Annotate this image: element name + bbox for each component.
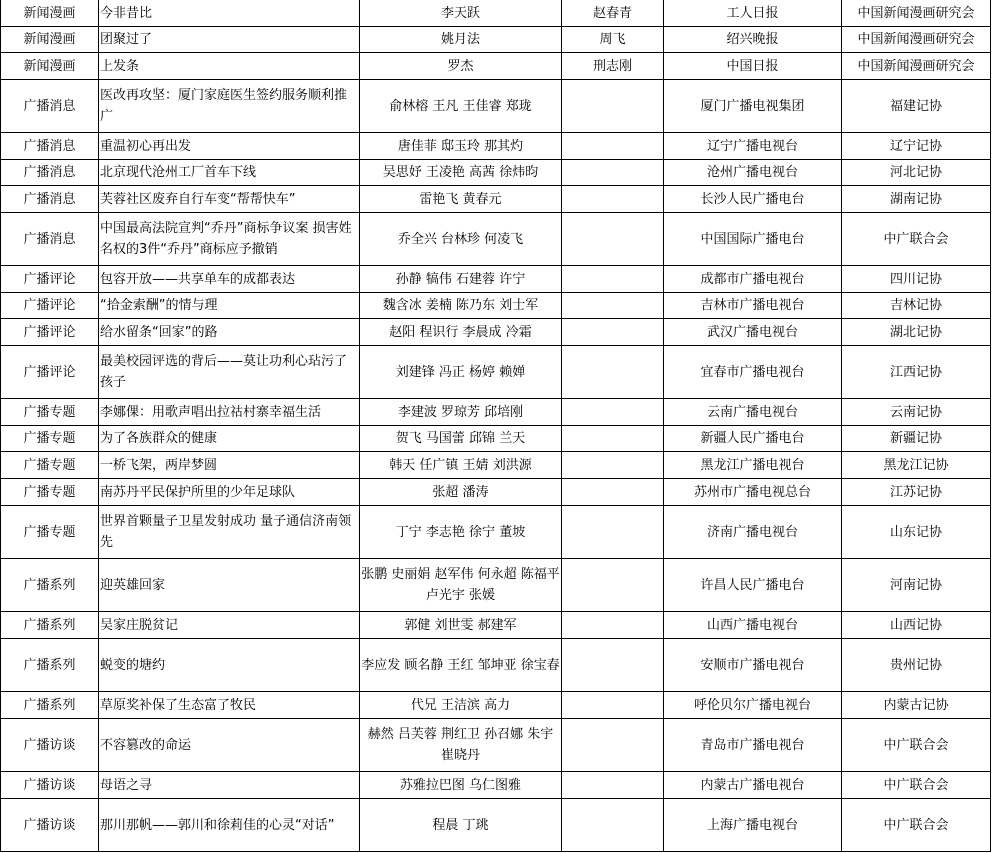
title-cell: 那川那帆——郭川和徐莉佳的心灵“对话” (99, 799, 360, 852)
editor-cell (562, 346, 664, 399)
table-row (1, 293, 991, 319)
publisher-cell: 济南广播电视台 (664, 506, 842, 559)
category-cell: 新闻漫画 (1, 27, 99, 53)
category-cell: 广播系列 (1, 559, 99, 612)
recommender-cell: 河南记协 (842, 559, 991, 612)
table-row (1, 559, 991, 612)
title-cell: 母语之寻 (99, 772, 360, 799)
title-cell: 迎英雄回家 (99, 559, 360, 612)
category-cell: 新闻漫画 (1, 0, 99, 27)
recommender-cell: 山西记协 (842, 612, 991, 639)
table-row (1, 799, 991, 852)
editor-cell (562, 266, 664, 293)
authors-cell: 丁宁 李志艳 徐宁 董坡 (360, 506, 562, 559)
publisher-cell: 长沙人民广播电台 (664, 186, 842, 213)
recommender-cell: 中广联合会 (842, 772, 991, 799)
authors-cell: 李应发 顾名静 王红 邹坤亚 徐宝春 (360, 639, 562, 692)
table-row (1, 266, 991, 293)
editor-cell: 刑志刚 (562, 53, 664, 80)
authors-cell: 罗杰 (360, 53, 562, 80)
category-cell: 广播评论 (1, 319, 99, 346)
title-cell: 为了各族群众的健康 (99, 426, 360, 452)
authors-cell: 张超 潘涛 (360, 479, 562, 506)
category-cell: 广播系列 (1, 639, 99, 692)
editor-cell (562, 772, 664, 799)
editor-cell (562, 719, 664, 772)
recommender-cell: 中国新闻漫画研究会 (842, 27, 991, 53)
authors-cell: 吴思妤 王凌艳 高茜 徐炜昀 (360, 160, 562, 186)
category-cell: 新闻漫画 (1, 53, 99, 80)
table-row (1, 319, 991, 346)
title-cell: 草原奖补保了生态富了牧民 (99, 692, 360, 719)
publisher-cell: 武汉广播电视台 (664, 319, 842, 346)
editor-cell (562, 559, 664, 612)
title-cell: 团聚过了 (99, 27, 360, 53)
recommender-cell: 辽宁记协 (842, 133, 991, 160)
category-cell: 广播系列 (1, 612, 99, 639)
publisher-cell: 厦门广播电视集团 (664, 80, 842, 133)
table-row (1, 772, 991, 799)
publisher-cell: 辽宁广播电视台 (664, 133, 842, 160)
editor-cell (562, 799, 664, 852)
authors-cell: 郭健 刘世雯 郝建军 (360, 612, 562, 639)
table-row (1, 27, 991, 53)
authors-cell: 乔全兴 台林珍 何凌飞 (360, 213, 562, 266)
editor-cell (562, 213, 664, 266)
publisher-cell: 黑龙江广播电视台 (664, 452, 842, 479)
table-row (1, 186, 991, 213)
editor-cell (562, 506, 664, 559)
title-cell: 世界首颗量子卫星发射成功 量子通信济南领先 (99, 506, 360, 559)
authors-cell: 孙静 犒伟 石建蓉 许宁 (360, 266, 562, 293)
category-cell: 广播访谈 (1, 719, 99, 772)
publisher-cell: 宜春市广播电视台 (664, 346, 842, 399)
publisher-cell: 安顺市广播电视台 (664, 639, 842, 692)
title-cell: 给水留条“回家”的路 (99, 319, 360, 346)
title-cell: “拾金索酬”的情与理 (99, 293, 360, 319)
title-cell: 重温初心再出发 (99, 133, 360, 160)
title-cell: 芙蓉社区废弃自行车变“帮帮快车” (99, 186, 360, 213)
publisher-cell: 成都市广播电视台 (664, 266, 842, 293)
title-cell: 北京现代沧州工厂首车下线 (99, 160, 360, 186)
publisher-cell: 新疆人民广播电台 (664, 426, 842, 452)
table-row (1, 213, 991, 266)
recommender-cell: 中国新闻漫画研究会 (842, 0, 991, 27)
authors-cell: 雷艳飞 黄春元 (360, 186, 562, 213)
authors-cell: 李天跃 (360, 0, 562, 27)
table-row (1, 346, 991, 399)
publisher-cell: 吉林市广播电视台 (664, 293, 842, 319)
table-row (1, 80, 991, 133)
editor-cell (562, 639, 664, 692)
recommender-cell: 中广联合会 (842, 213, 991, 266)
recommender-cell: 中广联合会 (842, 719, 991, 772)
category-cell: 广播专题 (1, 479, 99, 506)
table-row (1, 160, 991, 186)
authors-cell: 代兄 王洁滨 高力 (360, 692, 562, 719)
table-row (1, 612, 991, 639)
publisher-cell: 苏州市广播电视总台 (664, 479, 842, 506)
category-cell: 广播评论 (1, 346, 99, 399)
editor-cell (562, 479, 664, 506)
category-cell: 广播专题 (1, 506, 99, 559)
table-row (1, 0, 991, 27)
editor-cell (562, 160, 664, 186)
recommender-cell: 湖南记协 (842, 186, 991, 213)
recommender-cell: 福建记协 (842, 80, 991, 133)
recommender-cell: 云南记协 (842, 399, 991, 426)
recommender-cell: 中广联合会 (842, 799, 991, 852)
table-row (1, 452, 991, 479)
editor-cell (562, 133, 664, 160)
title-cell: 李娜倮：用歌声唱出拉祜村寨幸福生活 (99, 399, 360, 426)
publisher-cell: 工人日报 (664, 0, 842, 27)
authors-cell: 韩天 任广镇 王婧 刘洪源 (360, 452, 562, 479)
category-cell: 广播消息 (1, 133, 99, 160)
recommender-cell: 贵州记协 (842, 639, 991, 692)
recommender-cell: 中国新闻漫画研究会 (842, 53, 991, 80)
table-row (1, 133, 991, 160)
title-cell: 今非昔比 (99, 0, 360, 27)
category-cell: 广播消息 (1, 213, 99, 266)
authors-cell: 魏含冰 姜楠 陈乃东 刘士军 (360, 293, 562, 319)
title-cell: 不容篡改的命运 (99, 719, 360, 772)
publisher-cell: 许昌人民广播电台 (664, 559, 842, 612)
authors-cell: 苏雅拉巴图 乌仁图雅 (360, 772, 562, 799)
category-cell: 广播评论 (1, 293, 99, 319)
category-cell: 广播专题 (1, 452, 99, 479)
publisher-cell: 山西广播电视台 (664, 612, 842, 639)
table-row (1, 53, 991, 80)
editor-cell (562, 452, 664, 479)
authors-cell: 张鹏 史丽娟 赵军伟 何永超 陈福平 卢光宇 张媛 (360, 559, 562, 612)
table-row (1, 639, 991, 692)
authors-cell: 赫然 吕芙蓉 荆红卫 孙召娜 朱宇 崔晓丹 (360, 719, 562, 772)
title-cell: 医改再攻坚：厦门家庭医生签约服务顺利推广 (99, 80, 360, 133)
publisher-cell: 沧州广播电视台 (664, 160, 842, 186)
recommender-cell: 湖北记协 (842, 319, 991, 346)
recommender-cell: 河北记协 (842, 160, 991, 186)
table-row (1, 399, 991, 426)
table-row (1, 719, 991, 772)
editor-cell (562, 293, 664, 319)
editor-cell (562, 692, 664, 719)
title-cell: 吴家庄脱贫记 (99, 612, 360, 639)
table-row (1, 692, 991, 719)
recommender-cell: 山东记协 (842, 506, 991, 559)
category-cell: 广播访谈 (1, 772, 99, 799)
category-cell: 广播消息 (1, 160, 99, 186)
editor-cell: 周飞 (562, 27, 664, 53)
recommender-cell: 江苏记协 (842, 479, 991, 506)
title-cell: 一桥飞架，两岸梦圆 (99, 452, 360, 479)
publisher-cell: 中国国际广播电台 (664, 213, 842, 266)
title-cell: 上发条 (99, 53, 360, 80)
publisher-cell: 内蒙古广播电视台 (664, 772, 842, 799)
recommender-cell: 四川记协 (842, 266, 991, 293)
table-row (1, 426, 991, 452)
editor-cell (562, 426, 664, 452)
recommender-cell: 吉林记协 (842, 293, 991, 319)
publisher-cell: 上海广播电视台 (664, 799, 842, 852)
title-cell: 南苏丹平民保护所里的少年足球队 (99, 479, 360, 506)
recommender-cell: 新疆记协 (842, 426, 991, 452)
publisher-cell: 云南广播电视台 (664, 399, 842, 426)
authors-cell: 赵阳 程识行 李晨成 冷霜 (360, 319, 562, 346)
title-cell: 包容开放——共享单车的成都表达 (99, 266, 360, 293)
title-cell: 中国最高法院宣判“乔丹”商标争议案 损害姓名权的3件“乔丹”商标应予撤销 (99, 213, 360, 266)
category-cell: 广播评论 (1, 266, 99, 293)
editor-cell (562, 399, 664, 426)
recommender-cell: 内蒙古记协 (842, 692, 991, 719)
category-cell: 广播消息 (1, 80, 99, 133)
editor-cell (562, 319, 664, 346)
title-cell: 蜕变的塘约 (99, 639, 360, 692)
editor-cell (562, 80, 664, 133)
editor-cell: 赵春青 (562, 0, 664, 27)
category-cell: 广播系列 (1, 692, 99, 719)
title-cell: 最美校园评选的背后——莫让功利心玷污了孩子 (99, 346, 360, 399)
category-cell: 广播专题 (1, 399, 99, 426)
publisher-cell: 中国日报 (664, 53, 842, 80)
authors-cell: 姚月法 (360, 27, 562, 53)
authors-cell: 李建波 罗琼芳 邱培刚 (360, 399, 562, 426)
publisher-cell: 绍兴晚报 (664, 27, 842, 53)
authors-cell: 俞林榕 王凡 王佳睿 郑珑 (360, 80, 562, 133)
authors-cell: 程晨 丁珧 (360, 799, 562, 852)
publisher-cell: 青岛市广播电视台 (664, 719, 842, 772)
authors-cell: 贺飞 马国蕾 邱锦 兰天 (360, 426, 562, 452)
authors-cell: 唐佳菲 邸玉玲 那其灼 (360, 133, 562, 160)
authors-cell: 刘建锋 冯正 杨婷 赖婵 (360, 346, 562, 399)
category-cell: 广播消息 (1, 186, 99, 213)
recommender-cell: 黑龙江记协 (842, 452, 991, 479)
editor-cell (562, 186, 664, 213)
editor-cell (562, 612, 664, 639)
recommender-cell: 江西记协 (842, 346, 991, 399)
table-row (1, 479, 991, 506)
table-row (1, 506, 991, 559)
category-cell: 广播专题 (1, 426, 99, 452)
publisher-cell: 呼伦贝尔广播电视台 (664, 692, 842, 719)
category-cell: 广播访谈 (1, 799, 99, 852)
